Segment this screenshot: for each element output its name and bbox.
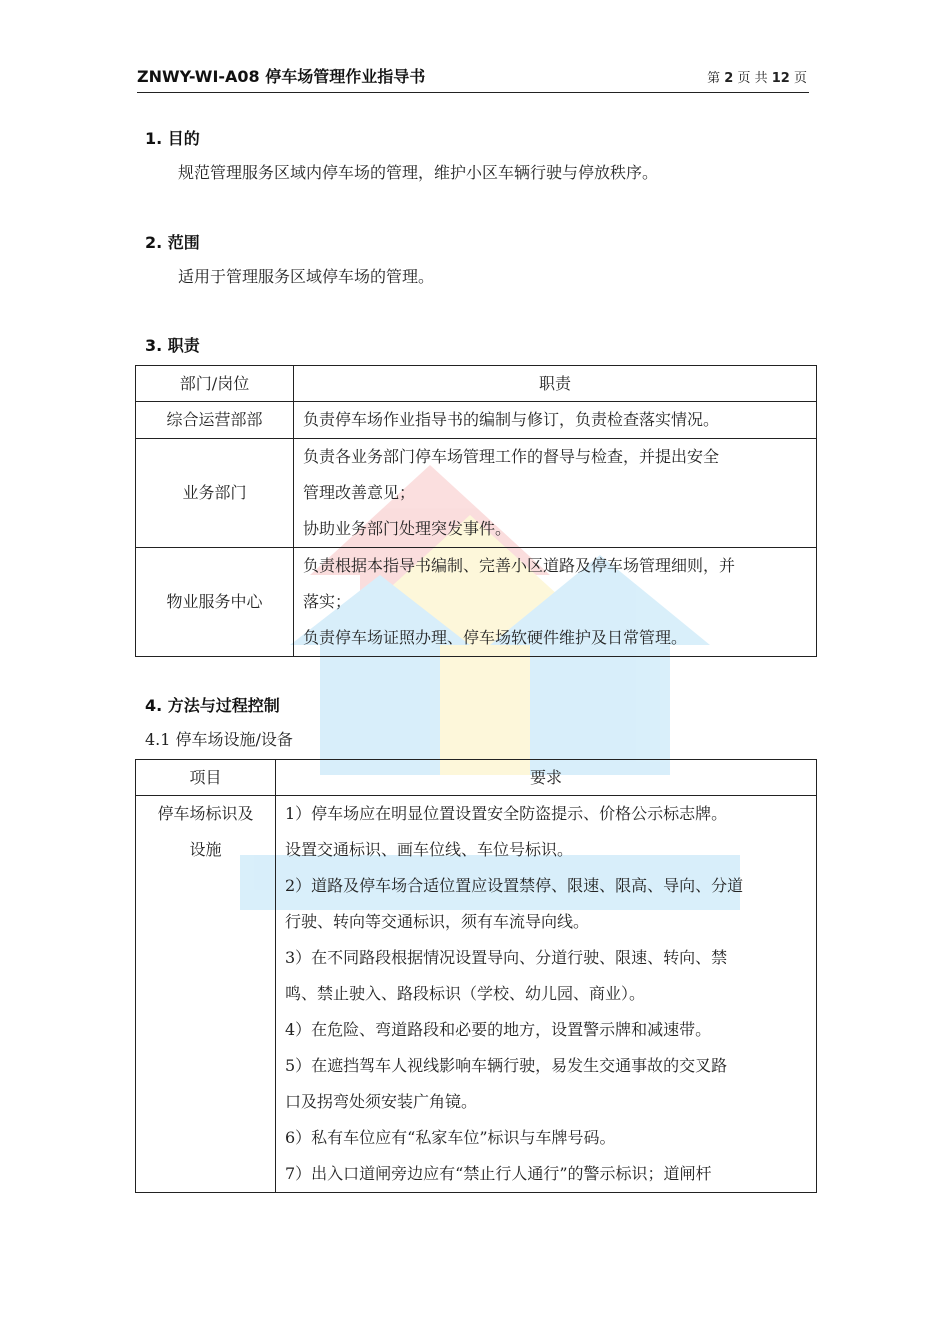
dept-cell: 物业服务中心 — [136, 548, 294, 657]
section-1-text: 规范管理服务区域内停车场的管理，维护小区车辆行驶与停放秩序。 — [178, 163, 659, 182]
column-header-item: 项目 — [136, 760, 276, 796]
table-row — [136, 402, 817, 439]
requirement-line: 6）私有车位应有“私家车位”标识与车牌号码。 — [285, 1128, 616, 1147]
duty-cell — [294, 439, 817, 548]
table-header-row — [136, 366, 817, 402]
dept-cell: 综合运营部部 — [136, 402, 294, 439]
duty-cell — [294, 402, 817, 439]
requirement-line: 1）停车场应在明显位置设置安全防盗提示、价格公示标志牌。 — [285, 804, 728, 823]
dept-cell: 业务部门 — [136, 439, 294, 548]
item-line: 设施 — [189, 840, 222, 859]
item-line: 停车场标识及 — [157, 804, 254, 823]
page-number — [707, 67, 807, 86]
requirement-line: 行驶、转向等交通标识，须有车流导向线。 — [285, 912, 590, 931]
requirement-line: 2）道路及停车场合适位置应设置禁停、限速、限高、导向、分道 — [285, 876, 744, 895]
section-3-heading: 3. 职责 — [145, 336, 200, 355]
table-row — [136, 548, 817, 657]
duty-line: 负责根据本指导书编制、完善小区道路及停车场管理细则，并 — [303, 556, 736, 575]
item-cell — [136, 796, 276, 1193]
requirement-line: 设置交通标识、画车位线、车位号标识。 — [285, 840, 574, 859]
duty-line: 负责停车场证照办理、停车场软硬件维护及日常管理。 — [303, 628, 688, 647]
page-suffix: 页 — [793, 71, 807, 86]
table-row — [136, 796, 817, 1193]
document-title: ZNWY-WI-A08 停车场管理作业指导书 — [137, 67, 426, 86]
requirement-line: 4）在危险、弯道路段和必要的地方，设置警示牌和减速带。 — [285, 1020, 712, 1039]
page-mid: 页 共 — [737, 71, 768, 86]
table-row — [136, 439, 817, 548]
duty-line: 管理改善意见； — [303, 483, 416, 502]
page-prefix: 第 — [707, 71, 721, 86]
requirement-line: 口及拐弯处须安装广角镜。 — [285, 1092, 478, 1111]
page-total: 12 — [771, 71, 790, 86]
section-4-heading: 4. 方法与过程控制 — [145, 696, 280, 715]
duty-line: 负责各业务部门停车场管理工作的督导与检查，并提出安全 — [303, 447, 720, 466]
column-header-duty: 职责 — [294, 366, 817, 402]
requirement-cell — [276, 796, 817, 1193]
section-1-heading: 1. 目的 — [145, 129, 200, 148]
column-header-dept: 部门/岗位 — [136, 366, 294, 402]
table-header-row — [136, 760, 817, 796]
page-current: 2 — [724, 71, 734, 86]
duty-cell — [294, 548, 817, 657]
facility-table — [135, 759, 817, 1193]
requirement-line: 7）出入口道闸旁边应有“禁止行人通行”的警示标识；道闸杆 — [285, 1164, 712, 1183]
duty-line: 落实； — [303, 592, 352, 611]
section-2-text: 适用于管理服务区域停车场的管理。 — [178, 267, 435, 286]
page-header — [137, 62, 809, 93]
requirement-line: 5）在遮挡驾车人视线影响车辆行驶，易发生交通事故的交叉路 — [285, 1056, 728, 1075]
responsibility-table — [135, 365, 817, 657]
requirement-line: 鸣、禁止驶入、路段标识（学校、幼儿园、商业）。 — [285, 984, 646, 1003]
column-header-requirement: 要求 — [276, 760, 817, 796]
duty-line: 协助业务部门处理突发事件。 — [303, 519, 512, 538]
duty-line: 负责停车场作业指导书的编制与修订，负责检查落实情况。 — [303, 410, 720, 429]
requirement-line: 3）在不同路段根据情况设置导向、分道行驶、限速、转向、禁 — [285, 948, 728, 967]
section-2-heading: 2. 范围 — [145, 233, 200, 252]
section-4-1-heading: 4.1 停车场设施/设备 — [145, 730, 293, 749]
